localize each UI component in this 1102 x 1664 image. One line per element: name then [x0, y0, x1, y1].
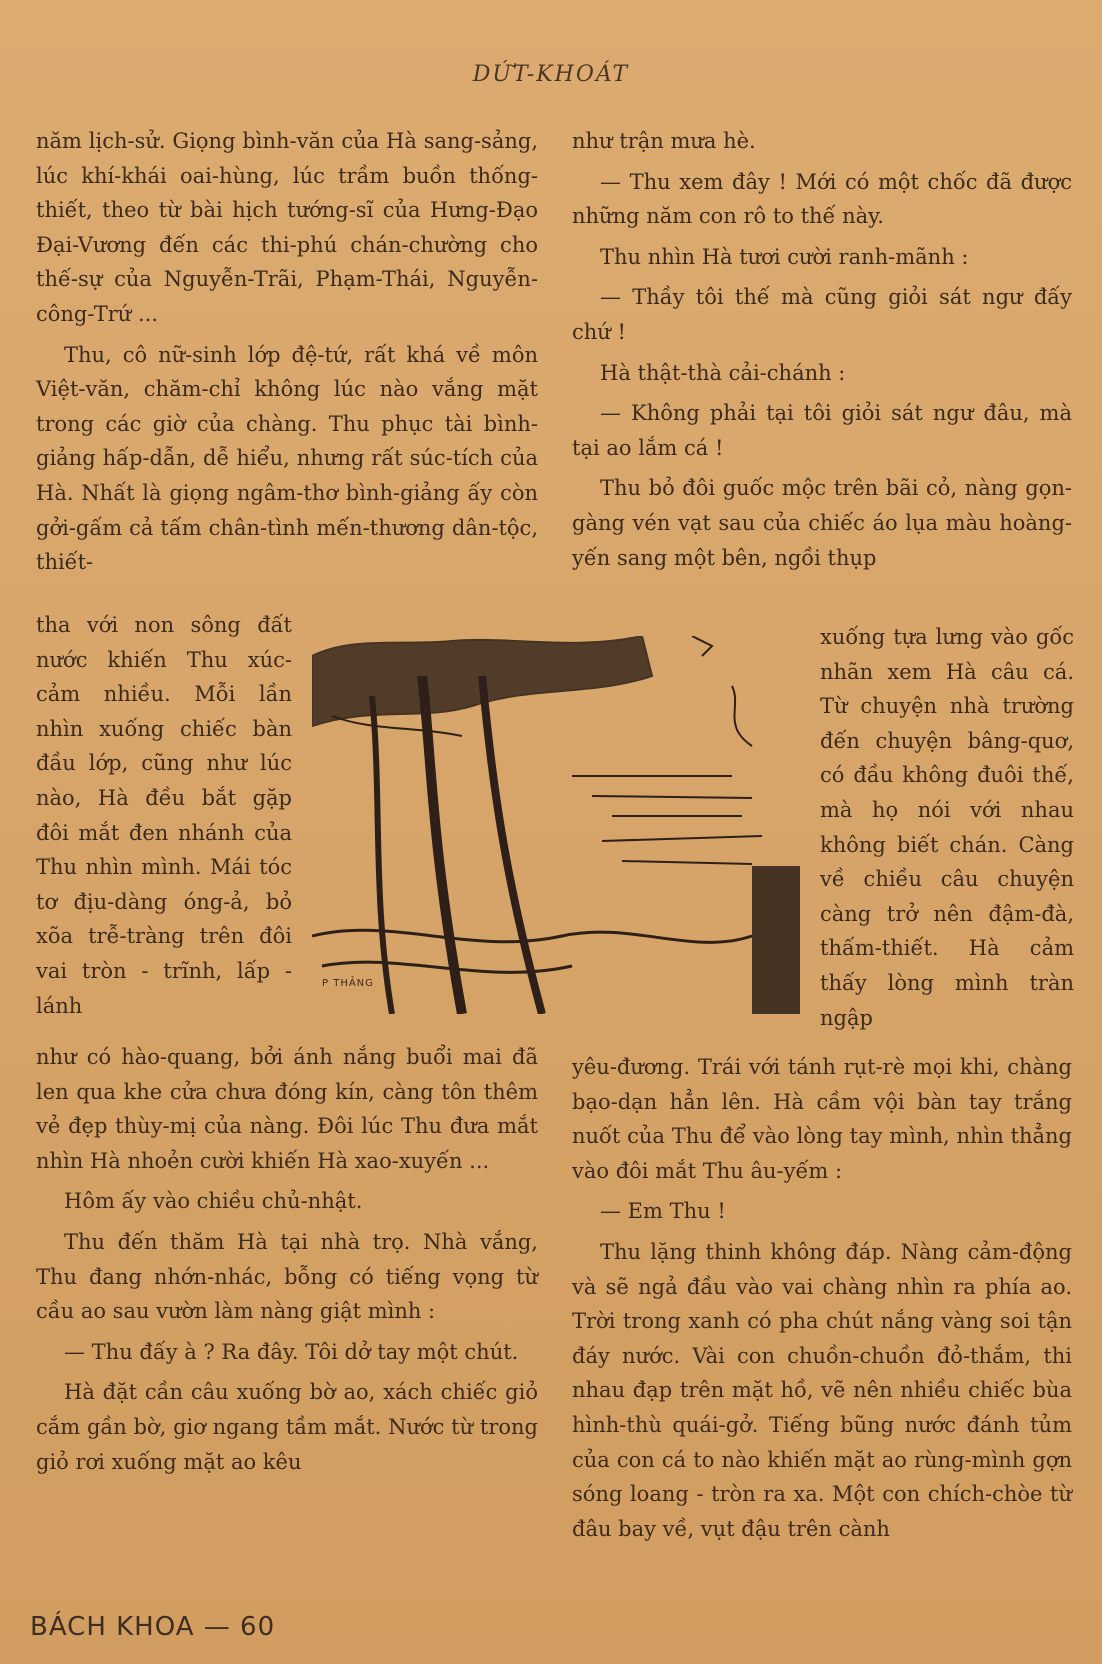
paragraph: — Em Thu !: [600, 1199, 726, 1224]
paragraph: Thu bỏ đôi guốc mộc trên bãi cỏ, nàng gọn-gàng vén vạt sau của chiếc áo lụa màu hoàng-yến sang một bên, ngồi thụp: [572, 476, 1072, 570]
right-column-bottom: [572, 1050, 1072, 1552]
paragraph: Hà thật-thà cải-chánh :: [600, 360, 846, 385]
paragraph: Thu nhìn Hà tươi cười ranh-mãnh :: [600, 244, 969, 269]
right-column-top: [572, 124, 1072, 581]
paragraph: yêu-đương. Trái với tánh rụt-rè mọi khi, chàng bạo-dạn hẳn lên. Hà cầm vội bàn tay trắng nuốt của Thu để vào lòng tay mình, nhìn thẳng vào đôi mắt Thu âu-yếm :: [572, 1055, 1072, 1183]
running-head-title: DỨT-KHOÁT: [472, 62, 630, 87]
left-column-bottom: [36, 1040, 538, 1485]
paragraph: — Thu đấy à ? Ra đây. Tôi dở tay một chút.: [64, 1339, 519, 1364]
left-column-wrap: [36, 608, 292, 1029]
pond-illustration: [312, 636, 800, 1014]
paragraph: — Không phải tại tôi giỏi sát ngư đâu, mà tại ao lắm cá !: [572, 401, 1072, 460]
left-column-top: [36, 124, 538, 586]
paragraph: — Thầy tôi thế mà cũng giỏi sát ngư đấy chứ !: [572, 285, 1072, 344]
paragraph: Thu lặng thinh không đáp. Nàng cảm-động và sẽ ngả đầu vào vai chàng nhìn ra phía ao. Trời trong xanh có pha chút nắng vàng soi tận đáy nước. Vài con chuồn-chuồn đỏ-thắm, thi nhau đạp trên mặt hồ, vẽ nên nhiều chiếc bùa hình-thù quái-gở. Tiếng bũng nước đánh tủm của con cá to nào khiến mặt ao rùng-mình gợn sóng loang - tròn ra xa. Một con chích-chòe từ đâu bay về, vụt đậu trên cành: [572, 1239, 1072, 1541]
paragraph: Hà đặt cần câu xuống bờ ao, xách chiếc giỏ cắm gần bờ, giơ ngang tầm mắt. Nước từ trong giỏ rơi xuống mặt ao kêu: [36, 1380, 538, 1474]
paragraph: tha với non sông đất nước khiến Thu xúc-cảm nhiều. Mỗi lần nhìn xuống chiếc bàn đầu lớp, cũng như lúc nào, Hà đều bắt gặp đôi mắt đen nhánh của Thu nhìn mình. Mái tóc tơ địu-dàng óng-ả, bỏ xõa trễ-tràng trên đôi vai tròn - trĩnh, lấp - lánh: [36, 613, 292, 1018]
paragraph: như có hào-quang, bởi ánh nắng buổi mai đã len qua khe cửa chưa đóng kín, càng tôn thêm vẻ đẹp thùy-mị của nàng. Đôi lúc Thu đưa mắt nhìn Hà nhoẻn cười khiến Hà xao-xuyến ...: [36, 1045, 538, 1173]
page-footer: BÁCH KHOA — 60: [30, 1612, 276, 1642]
pond-sketch-image: [312, 636, 800, 1014]
paragraph: như trận mưa hè.: [572, 129, 756, 153]
paragraph: Thu, cô nữ-sinh lớp đệ-tứ, rất khá về môn Việt-văn, chăm-chỉ không lúc nào vắng mặt trong các giờ của chàng. Thu phục tài bình-giảng hấp-dẫn, dễ hiểu, nhưng rất súc-tích của Hà. Nhất là giọng ngâm-thơ bình-giảng ấy còn gởi-gấm cả tấm chân-tình mến-thương dân-tộc, thiết-: [36, 342, 538, 575]
paragraph: xuống tựa lưng vào gốc nhãn xem Hà câu cá. Từ chuyện nhà trường đến chuyện bâng-quơ, có đầu không đuôi thế, mà họ nói với nhau không biết chán. Càng về chiều câu chuyện càng trở nên đậm-đà, thấm-thiết. Hà cảm thấy lòng mình tràn ngập: [820, 625, 1074, 1030]
paragraph: Hôm ấy vào chiều chủ-nhật.: [64, 1189, 363, 1214]
paragraph: Thu đến thăm Hà tại nhà trọ. Nhà vắng, Thu đang nhớn-nhác, bỗng có tiếng vọng từ cầu ao sau vườn làm nàng giật mình :: [36, 1229, 538, 1324]
right-column-wrap: [820, 620, 1074, 1041]
paragraph: — Thu xem đây ! Mới có một chốc đã được những năm con rô to thế này.: [572, 169, 1072, 229]
illustrator-signature: P THẢNG: [322, 978, 374, 989]
paragraph: năm lịch-sử. Giọng bình-văn của Hà sang-sảng, lúc khí-khái oai-hùng, lúc trầm buồn thống-thiết, theo từ bài hịch tướng-sĩ của Hưng-Đạo Đại-Vương đến các thi-phú chán-chường cho thế-sự của Nguyễn-Trãi, Phạm-Thái, Nguyễn-công-Trứ ...: [36, 129, 538, 326]
